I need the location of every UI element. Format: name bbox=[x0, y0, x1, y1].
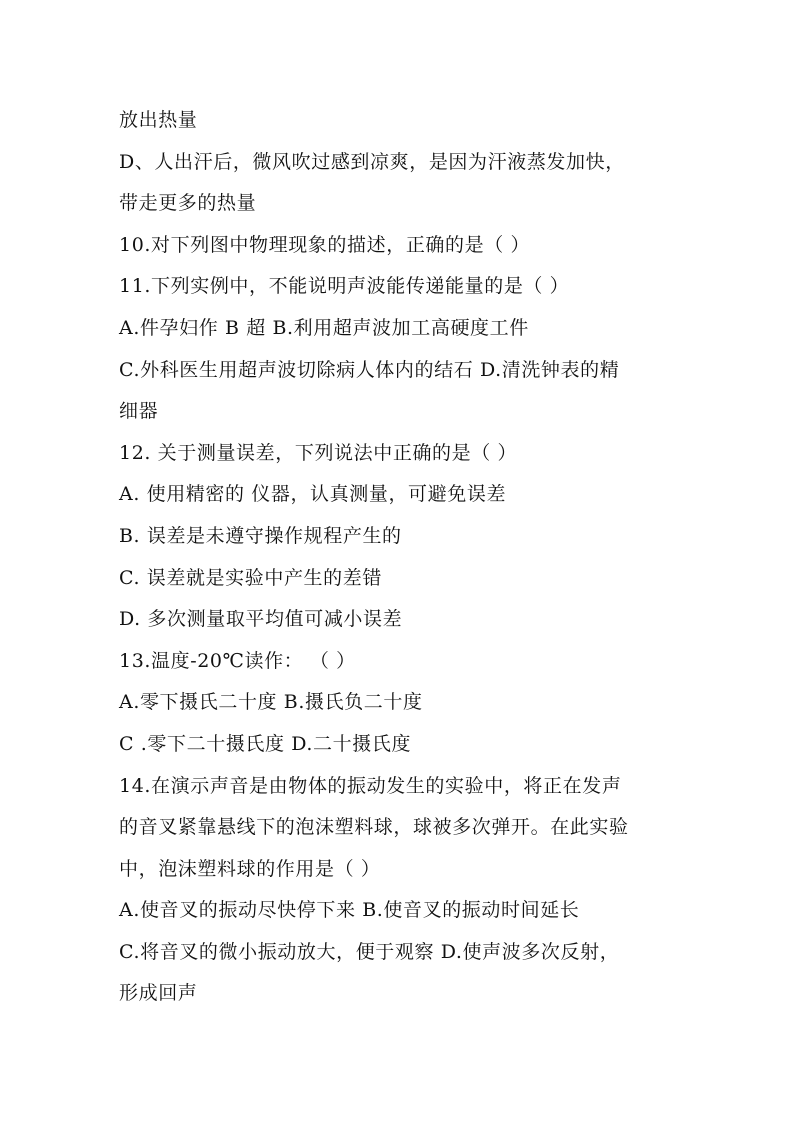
question-13: 13.温度-20℃读作： （ ） bbox=[119, 649, 356, 672]
text-line: 放出热量 bbox=[119, 109, 198, 131]
option-d-line: D. 多次测量取平均值可减小误差 bbox=[119, 608, 403, 631]
question-10: 10.对下列图中物理现象的描述，正确的是（ ） bbox=[119, 233, 531, 256]
options-line: A.零下摄氏二十度 B.摄氏负二十度 bbox=[119, 691, 423, 714]
question-14: 14.在演示声音是由物体的振动发生的实验中，将正在发声 bbox=[119, 774, 622, 797]
text-line: 细器 bbox=[119, 400, 159, 423]
text-line: 带走更多的热量 bbox=[119, 192, 257, 215]
question-11: 11.下列实例中，不能说明声波能传递能量的是（ ） bbox=[119, 275, 570, 298]
text-line: 形成回声 bbox=[119, 982, 198, 1005]
document-body bbox=[119, 100, 699, 1015]
option-b-line: B. 误差是未遵守操作规程产生的 bbox=[119, 524, 402, 547]
option-a-line: A. 使用精密的 仪器，认真测量，可避免误差 bbox=[119, 483, 507, 506]
options-line: A.使音叉的振动尽快停下来 B.使音叉的振动时间延长 bbox=[119, 899, 580, 922]
option-c-line: C. 误差就是实验中产生的差错 bbox=[119, 566, 382, 589]
options-line: C.将音叉的微小振动放大，便于观察 D.使声波多次反射， bbox=[119, 940, 620, 963]
text-line: 中，泡沫塑料球的作用是（ ） bbox=[119, 857, 381, 880]
options-line: C .零下二十摄氏度 D.二十摄氏度 bbox=[119, 732, 412, 755]
options-line: C.外科医生用超声波切除病人体内的结石 D.清洗钟表的精 bbox=[119, 358, 620, 381]
option-d-line: D、人出汗后，微风吹过感到凉爽，是因为汗液蒸发加快， bbox=[119, 150, 625, 173]
question-12: 12. 关于测量误差，下列说法中正确的是（ ） bbox=[119, 441, 518, 464]
text-line: 的音叉紧靠悬线下的泡沫塑料球，球被多次弹开。在此实验 bbox=[119, 816, 629, 839]
options-line: A.件孕妇作 B 超 B.利用超声波加工高硬度工件 bbox=[119, 316, 529, 339]
